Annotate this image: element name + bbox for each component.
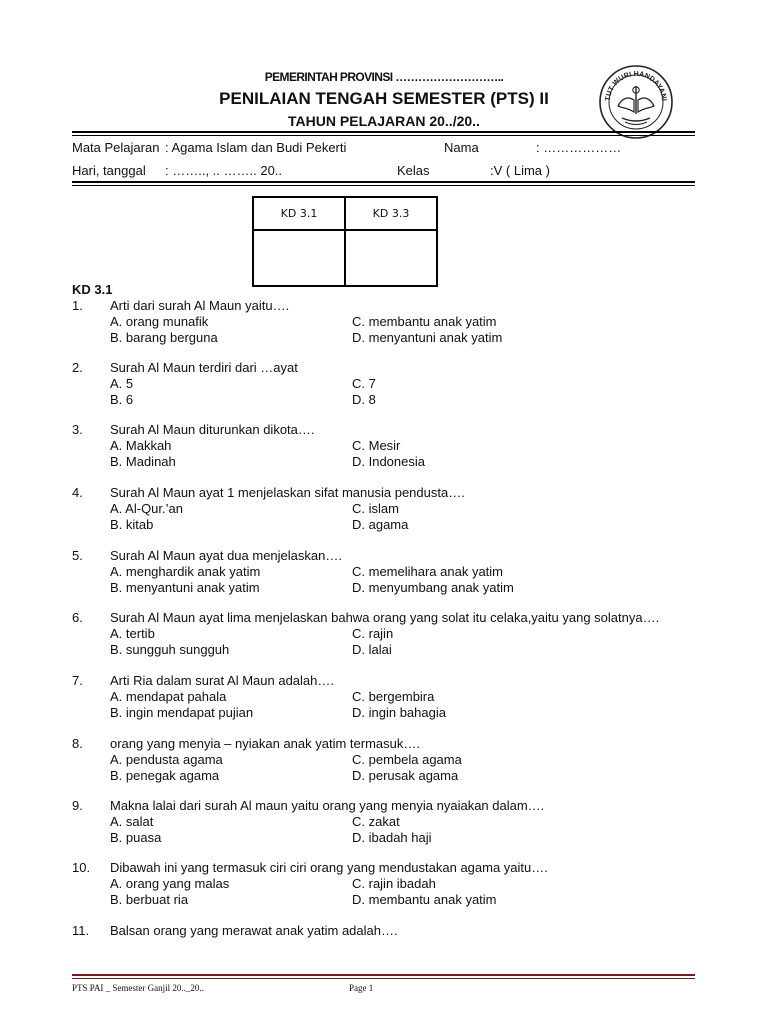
option-c: C. Mesir bbox=[352, 438, 401, 453]
question-number: 6. bbox=[72, 610, 83, 625]
option-a: A. salat bbox=[110, 814, 154, 829]
option-b: B. penegak agama bbox=[110, 768, 220, 783]
question-item bbox=[72, 485, 702, 533]
page-number: Page 1 bbox=[349, 983, 374, 993]
question-item bbox=[72, 736, 702, 784]
name-label: Nama bbox=[444, 140, 479, 155]
option-a: A. 5 bbox=[110, 376, 134, 391]
option-d: D. ibadah haji bbox=[352, 830, 432, 845]
question-text: Surah Al Maun terdiri dari …ayat bbox=[110, 360, 298, 375]
option-a: A. orang yang malas bbox=[110, 876, 230, 891]
page-title: PENILAIAN TENGAH SEMESTER (PTS) II bbox=[219, 89, 549, 108]
option-b: B. barang berguna bbox=[110, 330, 218, 345]
question-number: 11. bbox=[72, 923, 90, 938]
question-text: Surah Al Maun ayat 1 menjelaskan sifat manusia pendusta…. bbox=[110, 485, 465, 500]
subject-value: : Agama Islam dan Budi Pekerti bbox=[165, 140, 347, 155]
header-rule bbox=[72, 131, 695, 133]
question-item bbox=[72, 923, 702, 939]
question-text: Arti dari surah Al Maun yaitu…. bbox=[110, 298, 290, 313]
option-a: A. mendapat pahala bbox=[110, 689, 227, 704]
option-d: D. menyumbang anak yatim bbox=[352, 580, 514, 595]
question-text: Surah Al Maun ayat dua menjelaskan…. bbox=[110, 548, 342, 563]
option-b: B. puasa bbox=[110, 830, 162, 845]
header-rule-thin bbox=[72, 135, 695, 136]
question-text: Arti Ria dalam surat Al Maun adalah…. bbox=[110, 673, 334, 688]
option-c: C. bergembira bbox=[352, 689, 435, 704]
option-d: D. menyantuni anak yatim bbox=[352, 330, 503, 345]
option-a: A. pendusta agama bbox=[110, 752, 223, 767]
header-province: PEMERINTAH PROVINSI ……………………….. bbox=[264, 70, 504, 84]
option-d: D. agama bbox=[352, 517, 409, 532]
option-a: A. orang munafik bbox=[110, 314, 209, 329]
option-c: C. zakat bbox=[352, 814, 400, 829]
option-a: A. Al-Qur.’an bbox=[110, 501, 183, 516]
question-number: 10. bbox=[72, 860, 91, 875]
footer-text: PTS PAI _ Semester Ganjil 20.._20.. bbox=[72, 983, 204, 993]
option-b: B. kitab bbox=[110, 517, 154, 532]
question-text: Balsan orang yang merawat anak yatim adalah…. bbox=[110, 923, 398, 938]
option-d: D. 8 bbox=[352, 392, 376, 407]
option-d: D. lalai bbox=[352, 642, 392, 657]
option-b: B. ingin mendapat pujian bbox=[110, 705, 254, 720]
question-number: 8. bbox=[72, 736, 83, 751]
kd-header-cell: KD 3.1 bbox=[253, 197, 345, 230]
question-item bbox=[72, 360, 702, 408]
question-item bbox=[72, 298, 702, 346]
option-b: B. sungguh sungguh bbox=[110, 642, 230, 657]
question-item bbox=[72, 673, 702, 721]
question-text: Makna lalai dari surah Al maun yaitu orang yang menyia nyaiakan dalam…. bbox=[110, 798, 545, 813]
option-d: D. Indonesia bbox=[352, 454, 425, 469]
option-a: A. tertib bbox=[110, 626, 155, 641]
info-rule bbox=[72, 181, 695, 183]
class-label: Kelas bbox=[397, 163, 430, 178]
option-a: A. menghardik anak yatim bbox=[110, 564, 261, 579]
question-item bbox=[72, 422, 702, 470]
question-text: Surah Al Maun ayat lima menjelaskan bahwa orang yang solat itu celaka,yaitu yang solatnya…. bbox=[110, 610, 660, 625]
option-b: B. menyantuni anak yatim bbox=[110, 580, 260, 595]
question-number: 7. bbox=[72, 673, 83, 688]
name-value: : ……………… bbox=[536, 140, 622, 155]
option-c: C. rajin ibadah bbox=[352, 876, 436, 891]
question-number: 4. bbox=[72, 485, 83, 500]
logo-text: TUT WURI HANDAYANI bbox=[602, 68, 669, 102]
tut-wuri-handayani-logo-icon bbox=[598, 64, 674, 140]
question-item bbox=[72, 860, 702, 908]
footer-rule bbox=[72, 974, 695, 976]
question-text: Dibawah ini yang termasuk ciri ciri orang yang mendustakan agama yaitu…. bbox=[110, 860, 548, 875]
option-b: B. 6 bbox=[110, 392, 134, 407]
info-rule-thin bbox=[72, 185, 695, 186]
question-number: 9. bbox=[72, 798, 83, 813]
question-text: Surah Al Maun diturunkan dikota…. bbox=[110, 422, 315, 437]
class-value: :V ( Lima ) bbox=[490, 163, 550, 178]
option-d: D. membantu anak yatim bbox=[352, 892, 497, 907]
date-label: Hari, tanggal bbox=[72, 163, 146, 178]
question-item bbox=[72, 798, 702, 846]
question-number: 1. bbox=[72, 298, 83, 313]
kd-score-cell bbox=[345, 230, 437, 286]
question-item bbox=[72, 548, 702, 596]
kd-score-table bbox=[252, 196, 438, 287]
option-c: C. islam bbox=[352, 501, 399, 516]
option-b: B. berbuat ria bbox=[110, 892, 189, 907]
footer-rule-thin bbox=[72, 978, 695, 979]
option-c: C. membantu anak yatim bbox=[352, 314, 497, 329]
option-c: C. 7 bbox=[352, 376, 376, 391]
option-d: D. ingin bahagia bbox=[352, 705, 446, 720]
question-text: orang yang menyia – nyiakan anak yatim termasuk…. bbox=[110, 736, 420, 751]
question-number: 5. bbox=[72, 548, 83, 563]
question-item bbox=[72, 610, 702, 658]
kd-score-cell bbox=[253, 230, 345, 286]
question-number: 2. bbox=[72, 360, 83, 375]
option-d: D. perusak agama bbox=[352, 768, 459, 783]
subject-label: Mata Pelajaran bbox=[72, 140, 160, 155]
kd-header-cell: KD 3.3 bbox=[345, 197, 437, 230]
option-c: C. pembela agama bbox=[352, 752, 462, 767]
academic-year: TAHUN PELAJARAN 20../20.. bbox=[288, 113, 480, 129]
question-number: 3. bbox=[72, 422, 83, 437]
option-a: A. Makkah bbox=[110, 438, 172, 453]
section-label: KD 3.1 bbox=[72, 282, 113, 297]
date-value: : …….., .. …….. 20.. bbox=[165, 163, 283, 178]
option-c: C. memelihara anak yatim bbox=[352, 564, 503, 579]
option-b: B. Madinah bbox=[110, 454, 176, 469]
option-c: C. rajin bbox=[352, 626, 394, 641]
